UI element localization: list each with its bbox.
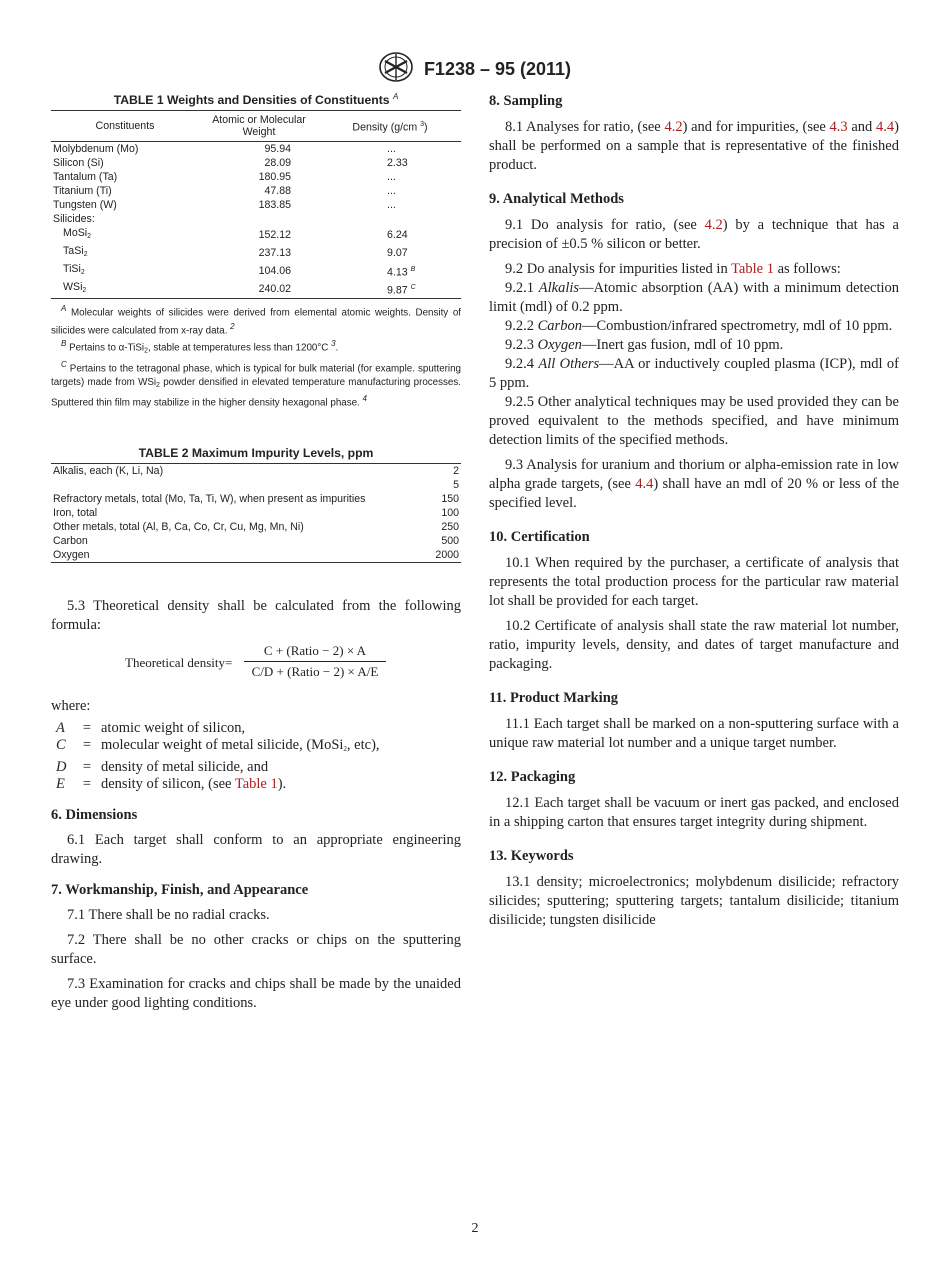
- table-row: Iron, total 100: [53, 506, 459, 519]
- right-column: [489, 92, 899, 930]
- link-4-4[interactable]: 4.4: [635, 476, 654, 492]
- table-row: Refractory metals, total (Mo, Ta, Ti, W), when present as impurities 150: [53, 492, 459, 505]
- formula-numerator: C + (Ratio − 2) × A: [244, 643, 386, 662]
- table-row: Alkalis, each (K, Li, Na) 2: [53, 464, 459, 477]
- para-7-2: 7.2 There shall be no other cracks or chips on the sputtering surface.: [51, 931, 461, 967]
- table-row: Other metals, total (Al, B, Ca, Co, Cr, Cu, Mg, Mn, Ni) 250: [53, 520, 459, 533]
- table-row: Titanium (Ti) 47.88 ...: [53, 185, 396, 198]
- definition-row: D = density of metal silicide, and: [56, 758, 269, 775]
- para-11-1: 11.1 Each target shall be marked on a non-sputtering surface with a unique raw material lot number and a unique target number.: [489, 716, 899, 751]
- para-7-3: 7.3 Examination for cracks and chips shall be made by the unaided eye under good lighting conditions.: [51, 975, 461, 1011]
- para-9-2-3: 9.2.3 Oxygen—Inert gas fusion, mdl of 10 ppm.: [505, 337, 784, 353]
- page-number: 2: [471, 1221, 479, 1236]
- definition-row: E = density of silicon, (see Table 1).: [56, 776, 287, 793]
- page-header: [0, 52, 950, 87]
- left-column: [51, 92, 461, 1013]
- footnote-c: $^C$ Pertains to the tetragonal phase, which is typical for bulk material (for example. sputtering targets) made from WSi$_2$ powder densified in elevated temperature manufacturing processes. Sputtered thin film may stabilize in the higher density hexagonal phase. $^4$: [51, 360, 461, 409]
- table1-header-constituents: Constituents: [51, 111, 199, 142]
- section-13-heading: 13. Keywords: [489, 848, 574, 864]
- table2-caption: TABLE 2 Maximum Impurity Levels, ppm: [138, 445, 374, 460]
- formula-denominator: C/D + (Ratio − 2) × A/E: [251, 663, 379, 679]
- footnote-b: $^B$ Pertains to α-TiSi$_2$, stable at temperatures less than 1200°C $^3$.: [61, 339, 339, 355]
- definition-row: C = molecular weight of metal silicide, (MoSi$_2$, etc),: [56, 737, 380, 754]
- table1-footnotes: [51, 302, 461, 410]
- table-row: Molybdenum (Mo) 95.94 ...: [53, 143, 396, 156]
- section-11-heading: 11. Product Marking: [489, 690, 619, 706]
- table2: [51, 463, 461, 563]
- table-row: Tantalum (Ta) 180.95 ...: [53, 171, 396, 184]
- table-row: TiSi$_2$ 104.06 4.13 $^B$: [63, 263, 416, 279]
- footnote-a: $^A$ Molecular weights of silicides were derived from elemental atomic weights. Density of silicides were calculated from x-ray data. $^2$: [51, 304, 461, 336]
- section-10-heading: 10. Certification: [489, 529, 590, 545]
- para-13-1: 13.1 density; microelectronics; molybdenum disilicide; refractory silicides; sputtering; sputtering targets; tantalum disilicide; titanium disilicide; tungsten disilicide: [489, 874, 899, 928]
- table1-header-weight: Atomic or Molecular Weight: [199, 111, 319, 142]
- para-10-2: 10.2 Certificate of analysis shall state the raw material lot number, ratio, impurity levels, density, and dates of target manufacture and packaging.: [489, 618, 899, 672]
- link-4-4[interactable]: 4.4: [876, 119, 895, 135]
- table-row: TaSi$_2$ 237.13 9.07: [63, 245, 408, 260]
- link-4-3[interactable]: 4.3: [829, 119, 848, 135]
- section-9-heading: 9. Analytical Methods: [489, 191, 624, 207]
- table-row: Oxygen 2000: [53, 548, 459, 561]
- table-row: 5: [453, 478, 459, 491]
- para-12-1: 12.1 Each target shall be vacuum or inert gas packed, and enclosed in a shipping carton that ensures target integrity during shipment.: [489, 795, 899, 830]
- para-9-2-5: 9.2.5 Other analytical techniques may be used provided they can be proved equivalent to the methods specified, and have minimum detection limits of the specified methods.: [489, 394, 899, 448]
- para-7-1: 7.1 There shall be no radial cracks.: [67, 906, 270, 923]
- para-9-2-1: 9.2.1 Alkalis—Atomic absorption (AA) with a minimum detection limit (mdl) of 0.2 ppm.: [489, 280, 900, 315]
- table-row: Tungsten (W) 183.85 ...: [53, 199, 396, 212]
- table1-caption: TABLE 1 Weights and Densities of Constituents $^A$: [113, 92, 399, 108]
- variable-definitions: [51, 720, 461, 794]
- where-label: where:: [51, 697, 91, 714]
- table1-link[interactable]: Table 1: [234, 776, 278, 793]
- para-8-1: 8.1 Analyses for ratio, (see 4.2) and for impurities, (see 4.3 and 4.4) shall be performed on a sample that is representative of the finished product.: [489, 119, 899, 173]
- table-row: Carbon 500: [53, 534, 459, 547]
- section-7-heading: 7. Workmanship, Finish, and Appearance: [51, 881, 309, 898]
- para-9-2: 9.2 Do analysis for impurities listed in Table 1 as follows:: [505, 261, 841, 277]
- table-row: MoSi$_2$ 152.12 6.24: [63, 227, 408, 242]
- astm-logo-icon: [379, 52, 413, 87]
- definition-row: A = atomic weight of silicon,: [56, 719, 246, 736]
- document-title: F1238 – 95 (2011): [423, 59, 572, 79]
- table1-link[interactable]: Table 1: [731, 261, 774, 277]
- table1: [51, 110, 461, 299]
- density-formula: Theoretical density= C + (Ratio − 2) × A C/D + (Ratio − 2) × A/E: [51, 643, 461, 685]
- para-9-1: 9.1 Do analysis for ratio, (see 4.2) by a technique that has a precision of ±0.5 % silicon or better.: [489, 217, 899, 252]
- para-9-2-4: 9.2.4 All Others—AA or inductively coupled plasma (ICP), mdl of 5 ppm.: [489, 356, 899, 391]
- table-row: WSi$_2$ 240.02 9.87 $^C$: [63, 281, 416, 297]
- table-row: Silicon (Si) 28.09 2.33: [53, 157, 408, 170]
- table1-header-density: Density (g/cm $^3$): [319, 111, 461, 142]
- para-9-2-2: 9.2.2 Carbon—Combustion/infrared spectrometry, mdl of 10 ppm.: [505, 318, 893, 334]
- para-5-3: 5.3 Theoretical density shall be calculated from the following formula:: [51, 597, 461, 633]
- section-8-heading: 8. Sampling: [489, 93, 563, 109]
- table-row: Silicides:: [53, 213, 95, 226]
- link-4-2[interactable]: 4.2: [704, 217, 723, 233]
- link-4-2[interactable]: 4.2: [664, 119, 683, 135]
- section-6-heading: 6. Dimensions: [51, 806, 138, 823]
- para-10-1: 10.1 When required by the purchaser, a certificate of analysis that represents the total production process for the particular raw material lot shall be provided for each target.: [489, 555, 899, 609]
- para-6-1: 6.1 Each target shall conform to an appropriate engineering drawing.: [51, 831, 461, 867]
- section-12-heading: 12. Packaging: [489, 769, 576, 785]
- para-9-3: 9.3 Analysis for uranium and thorium or alpha-emission rate in low alpha grade targets, (see 4.4) shall have an mdl of 20 % or less of the specified level.: [489, 457, 900, 511]
